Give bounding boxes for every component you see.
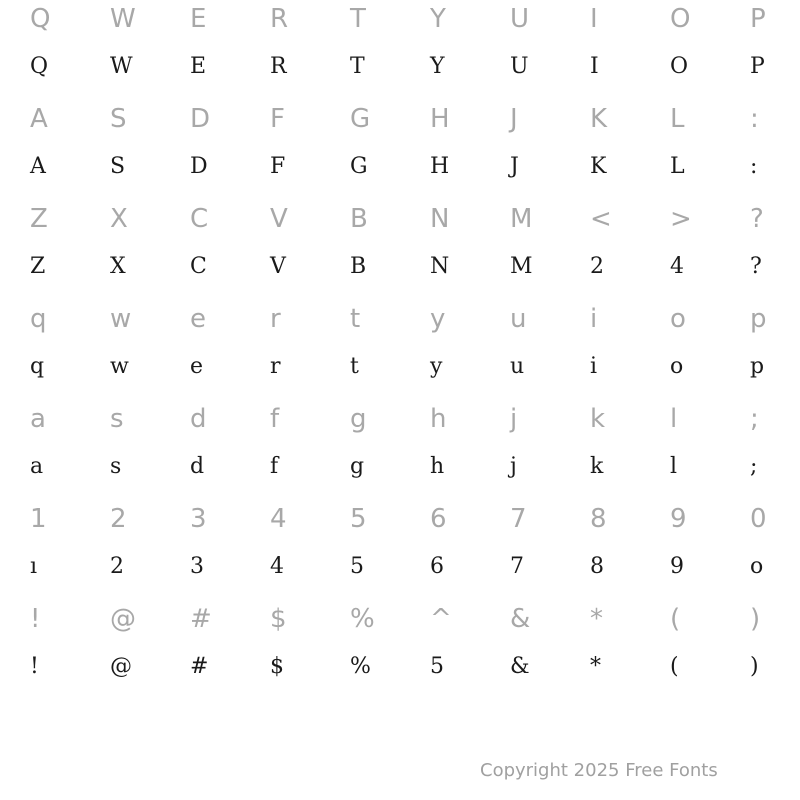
reference-glyph: %	[350, 604, 375, 634]
reference-glyph: (	[670, 604, 681, 634]
sample-glyph: t	[350, 354, 359, 379]
sample-glyph: (	[670, 654, 679, 679]
reference-glyph: 7	[510, 504, 527, 534]
reference-glyph-row	[0, 300, 800, 350]
sample-glyph: k	[590, 454, 604, 479]
reference-glyph: w	[110, 304, 132, 334]
sample-glyph: A	[30, 154, 46, 179]
sample-glyph: o	[750, 554, 764, 579]
reference-glyph: V	[270, 204, 288, 234]
reference-glyph-row	[0, 0, 800, 50]
sample-glyph: !	[30, 654, 39, 679]
reference-glyph: 5	[350, 504, 367, 534]
reference-glyph: P	[750, 4, 766, 34]
sample-glyph: #	[190, 654, 209, 679]
reference-glyph: Z	[30, 204, 48, 234]
sample-glyph: Q	[30, 54, 49, 79]
reference-glyph: 4	[270, 504, 287, 534]
reference-glyph: f	[270, 404, 280, 434]
sample-glyph: J	[510, 154, 519, 179]
reference-glyph-row	[0, 600, 800, 650]
reference-glyph: <	[590, 204, 612, 234]
sample-glyph-row	[0, 148, 800, 198]
reference-glyph-row	[0, 100, 800, 150]
sample-glyph: Z	[30, 254, 46, 279]
reference-glyph: F	[270, 104, 285, 134]
sample-glyph: L	[670, 154, 685, 179]
sample-glyph: 8	[590, 554, 604, 579]
reference-glyph-row	[0, 200, 800, 250]
reference-glyph: t	[350, 304, 361, 334]
reference-glyph: A	[30, 104, 48, 134]
reference-glyph: J	[510, 104, 518, 134]
reference-glyph: 3	[190, 504, 207, 534]
sample-glyph: B	[350, 254, 367, 279]
sample-glyph: r	[270, 354, 281, 379]
sample-glyph: 4	[270, 554, 284, 579]
sample-glyph: @	[110, 654, 132, 679]
sample-glyph: V	[270, 254, 286, 279]
sample-glyph: E	[190, 54, 207, 79]
reference-glyph: e	[190, 304, 206, 334]
sample-glyph: a	[30, 454, 44, 479]
reference-glyph: *	[590, 604, 603, 634]
reference-glyph: 9	[670, 504, 687, 534]
reference-glyph: 8	[590, 504, 607, 534]
sample-glyph: y	[430, 354, 443, 379]
reference-glyph: r	[270, 304, 281, 334]
reference-glyph: D	[190, 104, 211, 134]
sample-glyph: e	[190, 354, 204, 379]
sample-glyph: o	[670, 354, 684, 379]
sample-glyph: 7	[510, 554, 524, 579]
reference-glyph: L	[670, 104, 685, 134]
sample-glyph: h	[430, 454, 445, 479]
sample-glyph: K	[590, 154, 607, 179]
reference-glyph: ;	[750, 404, 759, 434]
sample-glyph-row	[0, 448, 800, 498]
sample-glyph: )	[750, 654, 759, 679]
reference-glyph: s	[110, 404, 124, 434]
sample-glyph: u	[510, 354, 525, 379]
reference-glyph: !	[30, 604, 41, 634]
reference-glyph: R	[270, 4, 289, 34]
glyph-row-pair	[0, 200, 800, 300]
sample-glyph: Y	[430, 54, 445, 79]
reference-glyph: 6	[430, 504, 447, 534]
sample-glyph: 9	[670, 554, 684, 579]
sample-glyph: i	[590, 354, 598, 379]
sample-glyph: N	[430, 254, 450, 279]
reference-glyph: G	[350, 104, 371, 134]
sample-glyph: ı	[30, 554, 38, 579]
reference-glyph: C	[190, 204, 209, 234]
sample-glyph: ;	[750, 454, 758, 479]
sample-glyph-row	[0, 348, 800, 398]
sample-glyph: W	[110, 54, 133, 79]
reference-glyph: M	[510, 204, 533, 234]
sample-glyph: 2	[590, 254, 604, 279]
reference-glyph: )	[750, 604, 761, 634]
sample-glyph: 2	[110, 554, 124, 579]
sample-glyph: 3	[190, 554, 204, 579]
sample-glyph: $	[270, 654, 284, 679]
reference-glyph: I	[590, 4, 598, 34]
reference-glyph: E	[190, 4, 207, 34]
glyph-row-pair	[0, 0, 800, 100]
sample-glyph-row	[0, 48, 800, 98]
reference-glyph: l	[670, 404, 678, 434]
glyph-row-pair	[0, 400, 800, 500]
sample-glyph: R	[270, 54, 287, 79]
reference-glyph: Y	[430, 4, 446, 34]
reference-glyph: S	[110, 104, 127, 134]
reference-glyph: ^	[430, 604, 452, 634]
sample-glyph: O	[670, 54, 689, 79]
sample-glyph: %	[350, 654, 371, 679]
reference-glyph: X	[110, 204, 128, 234]
sample-glyph: G	[350, 154, 368, 179]
sample-glyph: U	[510, 54, 529, 79]
sample-glyph: C	[190, 254, 207, 279]
reference-glyph: ?	[750, 204, 764, 234]
reference-glyph: q	[30, 304, 47, 334]
reference-glyph: >	[670, 204, 692, 234]
sample-glyph: j	[510, 454, 517, 479]
reference-glyph: T	[350, 4, 366, 34]
sample-glyph: P	[750, 54, 765, 79]
reference-glyph: H	[430, 104, 450, 134]
sample-glyph: f	[270, 454, 279, 479]
sample-glyph: g	[350, 454, 365, 479]
reference-glyph: B	[350, 204, 368, 234]
reference-glyph: :	[750, 104, 759, 134]
glyph-row-pair	[0, 300, 800, 400]
sample-glyph: T	[350, 54, 365, 79]
sample-glyph: H	[430, 154, 450, 179]
sample-glyph-row	[0, 548, 800, 598]
copyright-footer: Copyright 2025 Free Fonts	[480, 760, 718, 781]
sample-glyph: w	[110, 354, 129, 379]
sample-glyph: p	[750, 354, 765, 379]
sample-glyph: d	[190, 454, 205, 479]
sample-glyph: l	[670, 454, 678, 479]
sample-glyph: ?	[750, 254, 762, 279]
sample-glyph: I	[590, 54, 599, 79]
reference-glyph: i	[590, 304, 598, 334]
sample-glyph: M	[510, 254, 533, 279]
sample-glyph: 6	[430, 554, 444, 579]
sample-glyph: X	[110, 254, 126, 279]
reference-glyph: K	[590, 104, 608, 134]
sample-glyph: F	[270, 154, 286, 179]
reference-glyph: h	[430, 404, 447, 434]
sample-glyph: *	[590, 654, 601, 679]
reference-glyph: N	[430, 204, 450, 234]
reference-glyph: a	[30, 404, 46, 434]
sample-glyph: q	[30, 354, 45, 379]
reference-glyph: &	[510, 604, 531, 634]
reference-glyph: k	[590, 404, 606, 434]
reference-glyph: W	[110, 4, 136, 34]
reference-glyph: O	[670, 4, 691, 34]
reference-glyph: Q	[30, 4, 51, 34]
reference-glyph: d	[190, 404, 207, 434]
reference-glyph: y	[430, 304, 446, 334]
reference-glyph: $	[270, 604, 287, 634]
sample-glyph: 4	[670, 254, 684, 279]
reference-glyph: @	[110, 604, 136, 634]
reference-glyph-row	[0, 500, 800, 550]
sample-glyph: S	[110, 154, 126, 179]
reference-glyph: #	[190, 604, 212, 634]
reference-glyph: j	[510, 404, 518, 434]
glyph-row-pair	[0, 500, 800, 600]
sample-glyph-row	[0, 648, 800, 698]
sample-glyph: D	[190, 154, 208, 179]
reference-glyph: g	[350, 404, 367, 434]
sample-glyph: 5	[430, 654, 444, 679]
glyph-row-pair	[0, 100, 800, 200]
reference-glyph: p	[750, 304, 767, 334]
reference-glyph-row	[0, 400, 800, 450]
sample-glyph: s	[110, 454, 122, 479]
sample-glyph-row	[0, 248, 800, 298]
sample-glyph: 5	[350, 554, 364, 579]
reference-glyph: 1	[30, 504, 47, 534]
reference-glyph: u	[510, 304, 527, 334]
reference-glyph: U	[510, 4, 530, 34]
glyph-row-pair	[0, 600, 800, 700]
reference-glyph: o	[670, 304, 686, 334]
reference-glyph: 0	[750, 504, 767, 534]
reference-glyph: 2	[110, 504, 127, 534]
sample-glyph: :	[750, 154, 758, 179]
sample-glyph: &	[510, 654, 530, 679]
